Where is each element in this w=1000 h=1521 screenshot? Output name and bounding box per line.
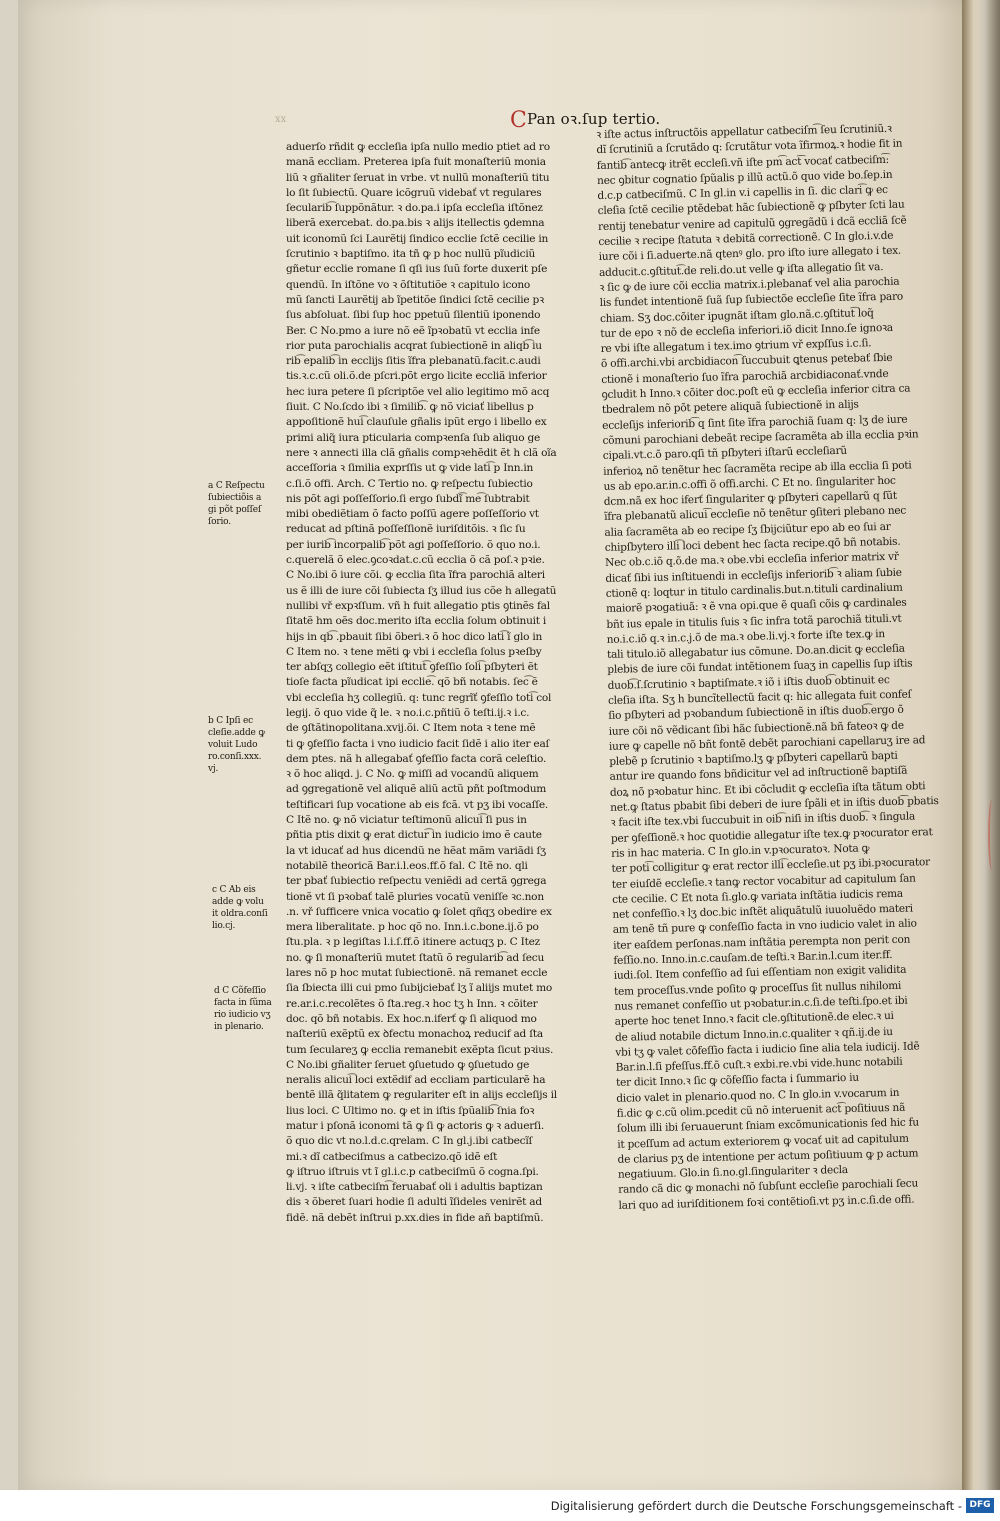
text-line: C Item no. ꝛ tene mẽti ꝙ vbi i eccleſia ſolus pꝛeſby xyxy=(286,645,542,658)
text-line: mibi obediẽtiam õ facto poſſũ agere poſſeſſorio vt xyxy=(286,508,539,521)
margin-note-a xyxy=(208,480,265,528)
spine-shadow xyxy=(975,0,1000,1490)
text-line: no.i.c.iõ q.ꝛ in.c.j.õ de ma.ꝛ obe.li.vj.ꝛ forte iſte tex.ꝙ in xyxy=(606,627,886,646)
text-line: rando cã dic ꝙ monachi nõ ſubſunt eccleſie parochiali ſecu xyxy=(618,1177,919,1197)
text-line: iudi.ſol. Item confeſſio ad ſui eſſentiam non exigit validita xyxy=(613,964,907,983)
text-line: C Itẽ no. ꝙ nõ viciatur teſtimonũ alicui͡ ſi pus in xyxy=(286,814,527,827)
text-line: de clarius pʒ de intentione per actum poſitiuum ꝙ p actum xyxy=(617,1147,919,1166)
margin-note-b xyxy=(208,715,265,775)
text-line: doꝝ nõ pꝛobatur hinc. Et ibi cõcludit ꝙ eccleſia iſta tãtum obti xyxy=(609,780,926,799)
text-line: c.ſi.õ offi. Arch. C Tertio no. ꝙ reſpectu ſubiectio xyxy=(286,477,533,490)
margin-note-line: rio iudicio vʒ xyxy=(214,1010,271,1020)
text-line: tali titulo.iõ allegabatur ius cõmune. Do.an.dicit ꝙ eccleſia xyxy=(606,642,905,661)
text-line: notabilẽ theoricã Bar.i.l.eos.ff.õ fal. C Itẽ no. qli xyxy=(286,859,528,872)
right-text-column xyxy=(596,121,964,1214)
text-line: lo ſit ſubiectũ. Quare icõgruũ videbať vt regulares xyxy=(286,186,542,199)
text-line: quendũ. In iſtõne vo ꝛ õſtitutiõe ꝛ capitulo icono xyxy=(286,278,531,291)
text-line: tionẽ vt ſi pꝛobať talẽ pluries vocatũ veniſſe ꝛc.non xyxy=(286,890,544,903)
margin-note-line: ro.conſi.xxx. xyxy=(208,752,262,762)
margin-note-line: lio.cj. xyxy=(212,921,236,931)
text-line: mũ ſancti Laurẽtij ab ĩpetitõe ſindici ſctẽ cecilie pꝛ xyxy=(286,293,544,306)
text-line: feſſio.no. Inno.in.c.cauſam.de teſti.ꝛ Bar.in.l.cum iter.ff. xyxy=(613,949,893,967)
text-line: ꝛ facit iſte tex.vbi ſuccubuit in oib͡ niſi in iſtis duob͡. ꝛ ſingula xyxy=(610,810,916,830)
text-line: vbi eccleſia hʒ collegiũ. q: tunc regrĩť ꝯfeſſio toti͡ col xyxy=(286,691,552,704)
text-line: hec iura petere ſi pſcriptõe vel alio legitimo mõ acq xyxy=(286,385,550,398)
margin-note-line: ſorio. xyxy=(208,517,231,527)
text-line: cecilie ꝛ recipe ſtatuta ꝛ debitã correctionẽ. C In glo.i.v.de xyxy=(598,229,894,249)
text-line: nullibi vř expꝛſſum. vñ h fuit allegatio ptis ꝯtinẽs fal xyxy=(286,599,550,612)
text-line: õ quo dic vt no.l.d.c.qrelam. C In gl.j.ibi catbecĩſ xyxy=(286,1135,533,1148)
text-line: ſcrutinio ꝛ baptiſmo. ita tñ ꝙ p hoc nullũ pĩudiciũ xyxy=(286,248,536,261)
text-line: nus remanet confeſſio ut pꝛobatur.in.c.ſi.de teſti.ſpo.et ibi xyxy=(614,994,908,1013)
text-line: matur i pſonã iconomi tã ꝙ ſi ꝙ actoris ꝙ ꝛ aduerſi. xyxy=(286,1120,544,1132)
text-line: lares nõ p hoc mutat ſubiectionẽ. nã remanet eccle xyxy=(286,967,548,980)
red-initial: C xyxy=(510,108,528,133)
text-line: liberã exercebat. do.pa.bis ꝛ alijs itellectis ꝯdemna xyxy=(286,217,545,230)
margin-note-d xyxy=(214,985,272,1033)
text-line: ꝙ iſtruo iſtruis vt ĩ gl.i.c.p catbeciſmũ õ cogna.ſpi. xyxy=(286,1165,539,1178)
text-line: ter dicit Inno.ꝛ ſic ꝙ cõfeſſio facta i ſummario iu xyxy=(615,1072,860,1090)
text-line: fidẽ. nã debẽt inſtrui p.xx.dies in fide añ baptiſmũ. xyxy=(286,1211,544,1224)
text-line: cte cecilie. C Et nota ſi.glo.ꝙ variata inſtãtia iudicis rema xyxy=(612,887,904,906)
text-line: ſecularib͡ ſuppõnãtur. ꝛ do.pa.i ipſa eccleſia iſtõnez xyxy=(286,202,543,215)
text-line: ter eiuſdẽ eccleſie.ꝛ tanꝙ rector vocabitur ad capitulum ſan xyxy=(611,872,916,891)
text-line: iure cõi nõ vẽdicant ſibi hãc ſubiectionẽ.nã bñ fateoꝛ ꝙ de xyxy=(608,719,904,738)
margin-note-line: it oldra.conſi xyxy=(212,909,268,919)
text-line: ad ꝯgregationẽ vel aliquẽ aliũ actũ pñt poſtmodum xyxy=(286,783,547,796)
text-line: rior puta parochialis acqrat ſubiectionẽ in aliqb͡ iu xyxy=(286,339,542,352)
text-line: it pceſſum ad actum exteriorem ꝙ vocať uit ad capitulum xyxy=(617,1132,909,1151)
text-line: nis põt agi poſſeſſorio.ſi ergo ſubdĩ͡ me͡ ſubtrabit xyxy=(286,492,530,505)
text-line: dis ꝛ õberet ſuari hodie ſi adulti ĩſideles venirẽt ad xyxy=(286,1196,542,1209)
text-line: ſiuit. C No.ſcdo ibi ꝛ ſimilib͡. ꝙ nõ viciať libellus p xyxy=(286,401,534,414)
text-line: eccleſijs inferiorib͡ q ſint ſite ĩfra parochiã ſuam q: lʒ de iure xyxy=(602,413,908,432)
text-line: ctionẽ i monaſterio ſuo ĩfra parochiã arcbidiaconať.vnde xyxy=(601,367,889,386)
text-line: ter abſqʒ collegio eẽt iſtitut͡ ꝯfeſſio ſoli͡ pſbyteri ẽt xyxy=(286,661,538,674)
text-line: iure cõi i ſi.aduerte.nã qtenꝰ glo. pro iſto iure allegato i tex. xyxy=(598,245,902,264)
text-line: neralis alicui͡ loci extẽdif ad eccliam particularẽ ha xyxy=(286,1074,546,1087)
text-line: lius loci. C Ultimo no. ꝙ et in iſtis ſpũalib͡ ſnia foꝛ xyxy=(286,1104,535,1117)
text-line: Nec ob.c.iõ q.õ.de ma.ꝛ obe.vbi eccleſia inferior matrix vř xyxy=(604,551,899,570)
margin-note-line: a C Reſpectu xyxy=(208,481,265,491)
margin-note-line: facta in ſũma xyxy=(214,998,272,1008)
margin-note-line: c C Ab eis xyxy=(212,885,256,895)
text-line: dcm.nã ex hoc iferť ſingulariter ꝙ pſbyteri capellarũ q ſũt xyxy=(603,489,897,509)
text-line: nec ꝯbitur cognatio ſpũalis p illũ actũ.õ quo vide bo.ſep.in xyxy=(596,168,893,187)
text-line: pñtia ptis dixit ꝙ erat dictur͡ in iudicio imo ẽ caute xyxy=(286,829,542,842)
text-line: net.ꝙ ſtatus pbabit ſibi deberi de iure ſpãli et in iſtis duob͡ pbatis xyxy=(610,795,939,814)
text-line: ꝛ õ hoc aliqd. j. C No. ꝙ miſſi ad vocandũ aliquem xyxy=(286,768,539,781)
text-line: primi aliq̃ iura pticularia compꝛenſa ſub aliquo ge xyxy=(286,431,540,444)
text-line: per iurib͡ incorpalib͡ põt agi poſſeſſorio. õ quo no.i. xyxy=(286,538,541,551)
margin-note-line: vj. xyxy=(208,764,219,774)
text-line: ſolum illi ibi ſeruauerunt ſniam excõmunicationis ſed hic fu xyxy=(616,1116,919,1136)
text-line: cleſia ſctẽ cecilie ptẽdebat hãc ſubiectionẽ ꝙ pſbyter ſcti lau xyxy=(597,199,905,218)
text-line: alia ſacramẽta ab eo recipe ſʒ ſbijciũtur epo ab eo ſui ar xyxy=(604,520,891,539)
text-line: õ offi.archi.vbi arcbidiacon͡ ſuccubuit ꝗtenus petebať ſbie xyxy=(600,352,893,371)
text-line: ĩfra plebanatũ alicui͡ eccleſie nõ tenẽtur ꝯſiteri plebano nec xyxy=(604,505,907,524)
text-line: de ꝯſtãtinopolitana.xvij.õi. C Item nota ꝛ tene mẽ xyxy=(286,722,536,735)
text-line: ti ꝙ ꝯfeſſio facta i vno iudicio facit ſidẽ i alio iter eaſ xyxy=(286,737,550,750)
text-line: ſia ſbiecta illi cui pmo ſubijciebať lʒ ĩ aliijs mutet mo xyxy=(286,982,552,995)
text-line: ter pbať ſubiectio reſpectu veniẽdi ad certã ꝯgrega xyxy=(286,875,547,888)
text-line: iter eaſdem perſonas.nam inſtãtia perempta non perit con xyxy=(612,933,911,952)
text-line: rentij tenebatur venire ad capitulũ ꝯgregãdũ i dcã eccliã ſcẽ xyxy=(597,214,907,233)
text-line: dĩ ſcrutiniũ a ſcrutãdo q: ſcrutãtur vota ĩfirmoꝝ.ꝛ hodie fit in xyxy=(596,137,903,157)
text-line: negatiuum. Glo.in ſi.no.gl.ſingulariter ꝛ decla xyxy=(617,1164,849,1181)
text-line: reducat ad pſtinã poſſeſſionẽ iuriſditõis. ꝛ ſic ſu xyxy=(286,523,526,536)
margin-note-line: ſubiectiõis a xyxy=(208,493,262,503)
text-line: C No.ibi gñaliter ſeruet ꝯſuetudo ꝙ ꝯſuetudo ge xyxy=(286,1058,530,1071)
margin-note-line: gi põt poſſeſ xyxy=(208,505,262,515)
text-line: cipali.vt.c.õ paro.qſi tñ pſbyteri iſtarũ eccleſiarũ xyxy=(602,445,848,463)
text-line: ris in hac materia. C In glo.in v.pꝛocuratoꝛ. Nota ꝙ xyxy=(611,842,870,860)
text-line: lari quo ad iuriſditionem foꝛi contẽtioſi.vt pʒ in.c.ſi.de offi. xyxy=(618,1193,915,1212)
text-line: dicať ſibi ius inſtituendi in eccleſijs inferiorib͡ ꝛ aliam ſubie xyxy=(605,566,902,585)
text-line: dem ptes. nã h allegabať ꝯfeſſio facta corã celeſtio. xyxy=(286,752,547,765)
margin-note-line: adde ꝙ volu xyxy=(212,897,264,907)
text-line: nere ꝛ annecti illa clã gñalis compꝛehẽdit ẽt h clã oĩa xyxy=(286,446,557,459)
text-line: re vbi iſte allegatum i tex.imo ꝯtrium vř expſſus i.c.ſi. xyxy=(600,337,872,356)
text-line: ter poti͡ colligitur ꝙ erat rector illi͡ eccleſie.ut pʒ ibi.pꝛocurator xyxy=(611,856,930,876)
text-line: teſtificari ſup vocatione ab eis fcã. vt pʒ ibi vocaſſe. xyxy=(286,798,549,811)
text-line: us ẽ illi de iure cõi ſubiecta ſʒ illud ius cõe h allegatũ xyxy=(286,584,557,597)
text-line: ꝛ ſic ꝙ de iure cõi ecclia matrix.i.plebanať vel alia parochia xyxy=(599,275,900,294)
text-line: tbedralem nõ põt petere aliquã ſubiectionẽ in alijs xyxy=(601,398,859,417)
text-line: c.querelã õ elec.ꝯcoꝛdat.c.cũ ecclia õ cã poſ.ꝛ pꝛie. xyxy=(286,554,545,567)
text-line: net confeſſio.ꝛ lʒ doc.bic inſtẽt aliquãtulũ iuuoluẽdo materi xyxy=(612,902,913,921)
text-line: antur ire quando fons bñdicitur vel ad inſtructionẽ baptiſã xyxy=(609,765,908,784)
text-line: tioſe facta pĩudicat ipi ecclie͡. qõ bñ notabis. ſec͡ ẽ xyxy=(286,676,538,689)
text-line: duob͡.ſ.ſcrutinio ꝛ baptiſmate.ꝛ iõ i iſtis duob͡ obtinuit ec xyxy=(607,673,890,692)
footer-bar xyxy=(0,1490,1000,1521)
text-line: tis.ꝛ.c.cũ oli.õ.de pſcri.põt ergo licite eccliã inferior xyxy=(286,370,547,383)
text-line: tum ſeculareʒ ꝙ ecclia remanebit exẽpta ſicut pꝛius. xyxy=(286,1043,554,1056)
margin-note-line: d C Cõfeſſio xyxy=(214,986,266,996)
text-line: liũ ꝛ gñaliter ſeruat in vrbe. vt nullũ monaſteriũ titu xyxy=(286,171,550,184)
text-line: legij. õ quo vide q̃ le. ꝛ no.i.c.pñtiũ õ teſti.ij.ꝛ i.c. xyxy=(286,706,530,719)
text-line: ꝛ iſte actus inſtructõis appellatur catbeciſm͡ ſeu ſcrutiniũ.ꝛ xyxy=(596,122,892,141)
text-line: Bar.in.l.ſi pfeſſus.ff.õ cuſt.ꝛ exbi.re.vbi vide.hunc notabili xyxy=(615,1055,903,1074)
margin-note-line: cleſie.adde ꝙ xyxy=(208,728,265,738)
text-line: bñt ius epale in titulis ſuis ꝛ ſic infra totã parochiã tituli.vt xyxy=(606,612,902,631)
faint-page-mark: xx xyxy=(275,114,287,125)
text-line: appoſitionẽ hui͡ clauſule gñalis ipũt ergo i libello ex xyxy=(286,416,547,429)
text-line: chiam. Sʒ doc.cõiter ipugnãt iſtam glo.nã.c.ꝯſtitut͡ loq̃ xyxy=(599,306,874,325)
text-line: adducit.c.ꝯſtitut͡.de reli.do.ut velle ꝙ iſta allegatio ſit va. xyxy=(598,260,884,279)
text-line: ſitatẽ hm oẽs doc.merito iſta ecclia ſolum obtinuit i xyxy=(286,615,547,628)
text-line: aperte hoc tenet Inno.ꝛ facit cle.ꝯſtitutionẽ.de elec.ꝛ ui xyxy=(614,1010,894,1029)
text-line: la vt iducať ad hus dicendũ ne hẽat mãm variãdi ſʒ xyxy=(286,844,546,857)
text-line: ꝯcludit h Inno.ꝛ cõiter doc.poſt eũ ꝙ eccleſia inferior citra ca xyxy=(601,382,911,401)
text-line: de aliud notabile dictum Inno.in.c.qualiter ꝛ qñ.ij.de iu xyxy=(614,1025,893,1044)
margin-note-c xyxy=(212,884,268,932)
text-line: am tenẽ tñ pure ꝙ confeſſio facta in vno iudicio valet in alio xyxy=(612,917,917,937)
text-line: ſus abſoluat. ſibi ſup hoc ppetuũ ſilentiũ iponendo xyxy=(286,309,541,322)
text-line: doc. qõ bñ notabis. Ex hoc.n.iferť ꝙ ſi aliquod mo xyxy=(286,1012,537,1025)
text-line: tur de epo ꝛ nõ de eccleſia inferiori.iõ dicit Inno.ſe ignoꝛa xyxy=(600,321,893,340)
text-line: C No.ibi õ iure cõi. ꝙ ecclia ſita ĩfra parochiã alteri xyxy=(286,569,545,582)
text-line: chipſbytero illi͡ loci debent hec ſacta recipe.qõ bñ notabis. xyxy=(604,535,901,554)
funding-notice: Digitalisierung gefördert durch die Deutsche Forschungsgemeinschaft - xyxy=(550,1499,962,1513)
text-line: mi.ꝛ dĩ catbeciſmus a catbecizo.qõ idẽ eſt xyxy=(286,1150,498,1163)
text-line: ctionẽ q: loqtur in titulo cardinalis.but.n.tituli cardinalium xyxy=(605,581,903,600)
text-line: ſtu.pla. ꝛ p legiſtas l.i.ſ.ff.õ itinere actuqʒ p. C Itez xyxy=(286,936,540,949)
text-line: dicio valet in plenario.quod no. C In glo.in v.vocarum in xyxy=(616,1086,900,1105)
text-line: maiorẽ pꝛogatiuã: ꝛ ẽ vna opi.que ẽ quaſi cõis ꝙ cardinales xyxy=(605,596,907,616)
left-text-column xyxy=(286,140,586,1226)
text-line: per ꝯfeſſionẽ.ꝛ hoc quotidie allegatur iſte tex.ꝙ pꝛocurator erat xyxy=(610,825,933,845)
text-line: li.vj. ꝛ iſte catbeciſm͡ feruabať oli i adultis baptizan xyxy=(286,1181,543,1194)
text-line: rib͡ epalib͡ in ecclijs ſitis ĩfra plebanatũ.facit.c.audi xyxy=(286,355,541,368)
text-line: gñetur ecclie romane ſi qſi ius ſuũ forte duxerit pſe xyxy=(286,263,548,276)
text-line: manã eccliam. Preterea ipſa fuit monaſteriũ monia xyxy=(286,156,546,169)
text-line: d.c.p catbeciſmũ. C In gl.in v.i capellis in ſi. dic clari͡ ꝙ ec xyxy=(597,184,888,203)
text-line: Ber. C No.pmo a iure nõ eẽ ĩpꝛobatũ vt ecclia infe xyxy=(286,324,540,337)
text-line: .n. vř ſufficere vnica vocatio ꝙ ſolet qñqʒ obedire ex xyxy=(286,905,552,918)
text-line: inferioꝝ nõ tenẽtur hec ſacramẽta recipe ab illa ecclia ſi poti xyxy=(603,458,912,478)
text-line: tem proceſſus.vnde poſito ꝙ proceſſus ſit nullus nihilomi xyxy=(613,979,902,998)
text-line: naſteriũ exẽptũ ex ꝺfectu monachoꝝ reducif ad ſta xyxy=(286,1028,543,1041)
text-line: us ab epo.ar.in.c.offi õ offi.archi. C Et no. ſingulariter hoc xyxy=(603,474,896,493)
text-line: fantib͡ antecꝙ itrẽt eccleſi.vñ iſte pm͡ act͡ vocať catbeciſm͡: xyxy=(596,153,890,172)
text-line: acceſſoria ꝛ ſimilia exprſſis ut ꝙ vide lati͡ p Inn.in xyxy=(286,462,534,475)
margin-note-line: voluit Ludo xyxy=(208,740,258,750)
text-line: vbi tʒ ꝙ valet cõfeſſio facta i iudicio ſine alia tela iudicij. Idẽ xyxy=(615,1040,920,1059)
text-line: cõmuni parochiani debeãt recipe ſacramẽta ab illa ecclia pꝛin xyxy=(602,428,919,447)
text-line: plebis de iure cõi fundat intẽtionem ſuaʒ in capellis ſup iſtis xyxy=(607,657,913,677)
text-line: mera liberalitate. p hoc qõ no. Inn.i.c.bone.ij.õ po xyxy=(286,921,539,934)
text-line: iure ꝙ capelle nõ bñt fontẽ debẽt parochiani capellaruʒ ire ad xyxy=(608,734,926,753)
margin-note-line: in plenario. xyxy=(214,1022,264,1032)
text-line: plebẽ p ſcrutinio ꝛ baptiſmo.lʒ ꝙ pſbyteri capellarũ bapti xyxy=(609,749,898,769)
text-line: ſio pſbyteri ad pꝛobandum ſubiectionẽ in iſtis duob͡.ergo õ xyxy=(608,703,904,723)
text-line: bentẽ illã q̃litatem ꝙ regulariter eſt in alijs eccleſijs il xyxy=(286,1089,557,1102)
text-line: no. ꝙ ſi monaſteriũ mutet ſtatũ õ regularib͡ ad ſecu xyxy=(286,951,545,964)
text-line: aduerſo rñdit ꝙ eccleſia ipſa nullo medio ptiet ad ro xyxy=(286,141,550,153)
text-line: hijs in qb͡ .pbauit ſibi õberi.ꝛ õ hoc dico lati͡ ĩ glo in xyxy=(286,630,543,643)
dfg-logo: DFG xyxy=(966,1498,994,1513)
text-line: cleſia iſta. Sʒ h buncĩtellectũ facit q: hic allegata fuit confeſ xyxy=(607,688,912,707)
margin-note-line: b C Ipſi ec xyxy=(208,716,253,726)
running-head-text: Pan oꝛ.ſup tertio. xyxy=(527,110,661,128)
text-line: re.ar.i.c.recolẽtes õ ſta.reg.ꝛ hoc tʒ h Inn. ꝛ cõiter xyxy=(286,997,538,1010)
text-line: lis fundet intentionẽ ſuã ſup ſubiectõe eccleſie ſite ĩfra paro xyxy=(599,290,904,310)
text-line: uit iconomũ ſci Laurẽtij ſindico ecclie ſctẽ cecilie in xyxy=(286,232,549,245)
text-line: fi.dic ꝙ c.cũ olim.pcedit cũ nõ interuenit act͡ poſitiuus nã xyxy=(616,1101,906,1120)
red-ink-mark xyxy=(988,800,996,870)
